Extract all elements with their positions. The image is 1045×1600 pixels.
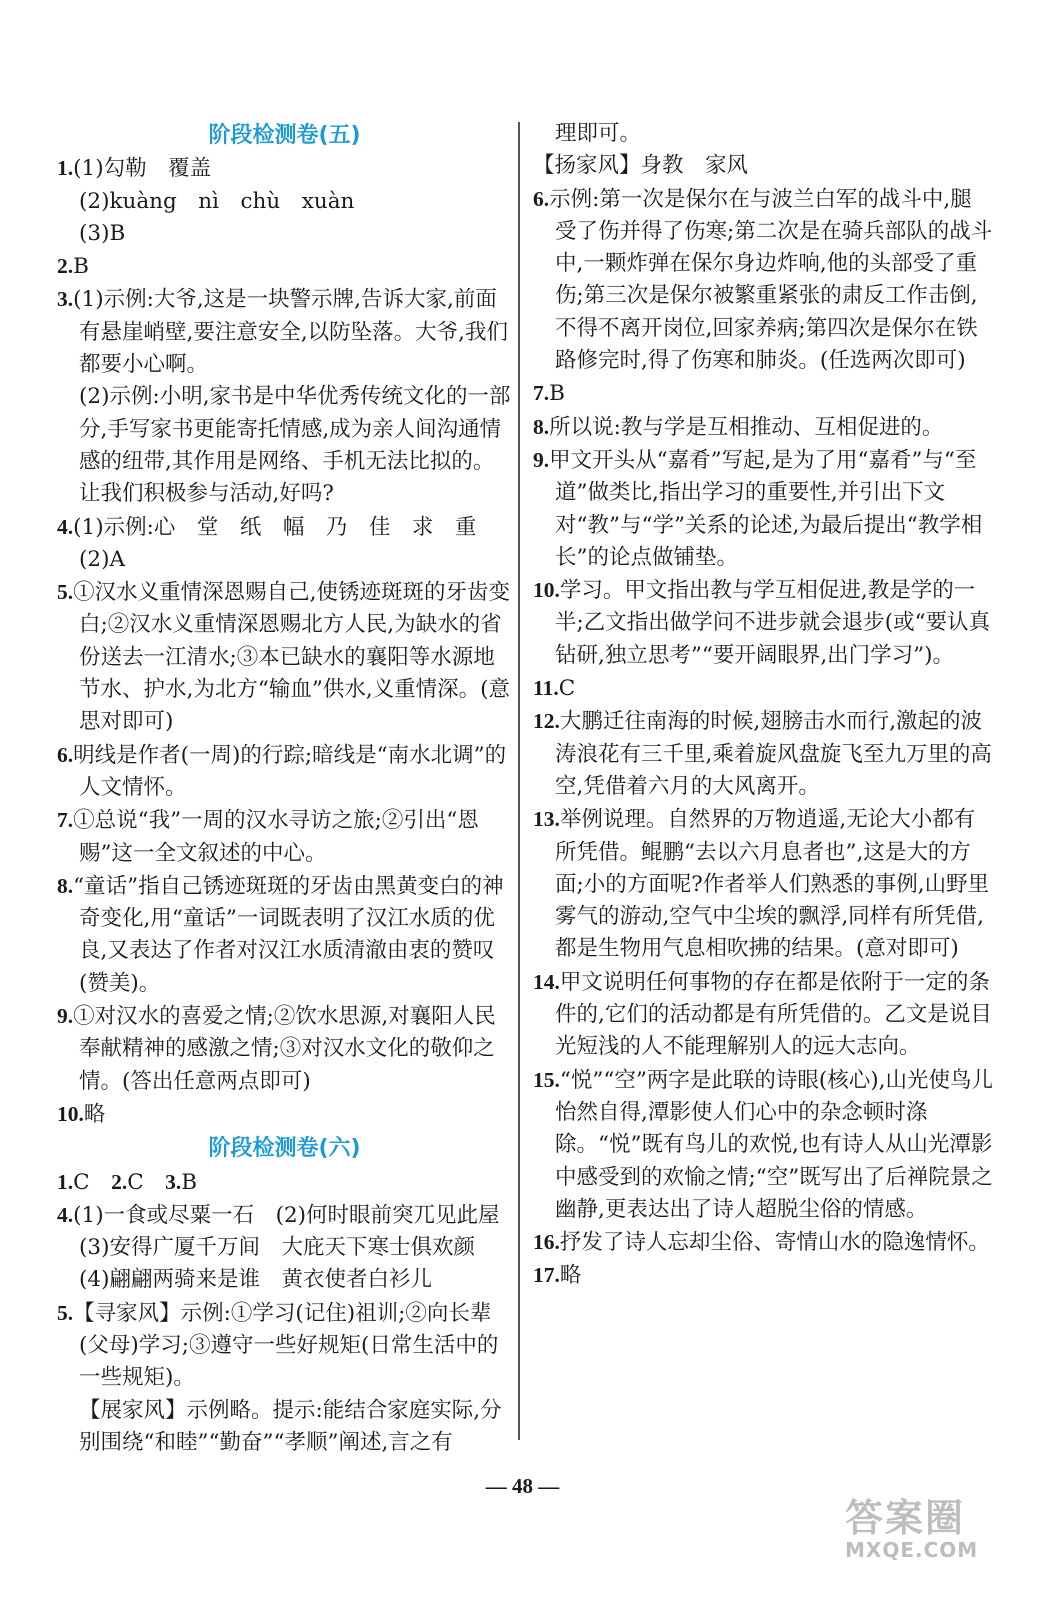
answer-r11: 11.C bbox=[533, 676, 576, 702]
answer-6-5: 5.【寻家风】示例:①学习(记住)祖训;②向长辈(父母)学习;③遵守一些好规矩(日常生活中的一些规矩)。 bbox=[57, 1300, 499, 1391]
section-heading-5: 阶段检测卷(五) bbox=[208, 123, 361, 148]
answer-r15: 15.“悦”“空”两字是此联的诗眼(核心),山光使鸟儿怡然自得,潭影使人们心中的杂念顿时涤除。“悦”既有鸟儿的欢悦,也有诗人从山光潭影中感受到的欢愉之情;“空”既写出了后禅院景之幽静,更表达出了诗人超脱尘俗的情感。 bbox=[533, 1067, 993, 1222]
answer-3: 3.(1)示例:大爷,这是一块警示牌,告诉大家,前面有悬崖峭壁,要注意安全,以防坠落。大爷,我们都要小心啊。 bbox=[57, 287, 509, 378]
answer-4-part-2: (2)A bbox=[79, 546, 125, 572]
answer-r12: 12.大鹏迁往南海的时候,翅膀击水而行,激起的波涛浪花有三千里,乘着旋风盘旋飞至九万里的高空,凭借着六月的大风离开。 bbox=[533, 709, 992, 799]
answer-r7: 7.B bbox=[533, 381, 565, 407]
answer-9: 9.①对汉水的喜爱之情;②饮水思源,对襄阳人民奉献精神的感激之情;③对汉水文化的敬仰之情。(答出任意两点即可) bbox=[57, 1004, 496, 1094]
page-number: — 48 — bbox=[485, 1474, 560, 1498]
answer-r8: 8.所以说:教与学是互相推动、互相促进的。 bbox=[533, 414, 944, 440]
right-column bbox=[533, 118, 993, 1293]
answer-6-5-part-2: 【展家风】示例略。提示:能结合家庭实际,分别围绕“和睦”“勤奋”“孝顺”阐述,言之有 bbox=[79, 1397, 502, 1455]
continued-text: 理即可。 bbox=[555, 121, 642, 146]
section-heading-6: 阶段检测卷(六) bbox=[208, 1136, 361, 1162]
answer-1-part-3: (3)B bbox=[79, 220, 126, 246]
answer-2: 2.B bbox=[57, 254, 89, 280]
answer-1: 1.(1)勾勒 覆盖 bbox=[57, 156, 212, 182]
answer-r14: 14.甲文说明任何事物的存在都是依附于一定的条件的,它们的活动都是有所凭借的。乙文是说目光短浅的人不能理解别人的远大志向。 bbox=[533, 969, 992, 1060]
answer-r16: 16.抒发了诗人忘却尘俗、寄情山水的隐逸情怀。 bbox=[533, 1230, 990, 1256]
answer-r13: 13.举例说理。自然界的万物逍遥,无论大小都有所凭借。鲲鹏“去以六月息者也”,这是大的方面;小的方面呢?作者举人们熟悉的事例,山野里雾气的游动,空气中尘埃的飘浮,同样有所凭借,都是生物用气息相吹拂的结果。(意对即可) bbox=[533, 807, 990, 962]
answer-1-part-2: (2)kuàng nì chù xuàn bbox=[79, 188, 355, 214]
answer-r6: 6.示例:第一次是保尔在与波兰白军的战斗中,腿受了伤并得了伤寒;第二次是在骑兵部队的战斗中,一颗炸弹在保尔身边炸响,他的头部受了重伤;第三次是保尔被繁重紧张的肃反工作击倒,不得不离开岗位,回家养病;第四次是保尔在铁路修完时,得了伤寒和肺炎。(任选两次即可) bbox=[533, 186, 993, 374]
left-column bbox=[57, 118, 522, 1459]
answer-r9: 9.甲文开头从“嘉肴”写起,是为了用“嘉肴”与“至道”做类比,指出学习的重要性,并引出下文对“教”与“学”关系的论述,为最后提出“教学相长”的论点做铺垫。 bbox=[533, 447, 983, 570]
watermark-logo: 答案圈 MXQE.COM bbox=[845, 1496, 979, 1563]
answers-1-3: 1.C 2.C 3.B bbox=[57, 1169, 198, 1195]
answer-6: 6.明线是作者(一周)的行踪;暗线是“南水北调”的人文情怀。 bbox=[57, 742, 507, 800]
column-divider bbox=[518, 122, 520, 1440]
answer-6-4: 4.(1)一食或尽粟一石 (2)何时眼前突兀见此屋 (3)安得广厦千万间 大庇天下寒士俱欢颜 (4)翩翩两骑来是谁 黄衣使者白衫儿 bbox=[57, 1202, 522, 1293]
answer-4: 4.(1)示例:心 堂 纸 幅 乃 佳 求 重 bbox=[57, 514, 477, 540]
answer-5: 5.①汉水义重情深恩赐自己,使锈迹斑斑的牙齿变白;②汉水义重情深恩赐北方人民,为缺水的省份送去一江清水;③本已缺水的襄阳等水源地节水、护水,为北方“输血”供水,义重情深。(意思对即可) bbox=[57, 580, 511, 735]
answer-r17: 17.略 bbox=[533, 1263, 582, 1289]
answer-10: 10.略 bbox=[57, 1101, 106, 1127]
continued-family-style: 【扬家风】身教 家风 bbox=[533, 153, 749, 179]
answer-r10: 10.学习。甲文指出教与学互相促进,教是学的一半;乙文指出做学问不进步就会退步(或“要认真钻研,独立思考”“要开阔眼界,出门学习”)。 bbox=[533, 578, 991, 668]
answer-8: 8.“童话”指自己锈迹斑斑的牙齿由黑黄变白的神奇变化,用“童话”一词既表明了汉江水质的优良,又表达了作者对汉江水质清澈由衷的赞叹(赞美)。 bbox=[57, 873, 504, 996]
answer-7: 7.①总说“我”一周的汉水寻访之旅;②引出“恩赐”这一全文叙述的中心。 bbox=[57, 808, 479, 866]
answer-3-part-2: (2)示例:小明,家书是中华优秀传统文化的一部分,手写家书更能寄托情感,成为亲人间沟通情感的纽带,其作用是网络、手机无法比拟的。让我们积极参与活动,好吗? bbox=[79, 384, 511, 507]
